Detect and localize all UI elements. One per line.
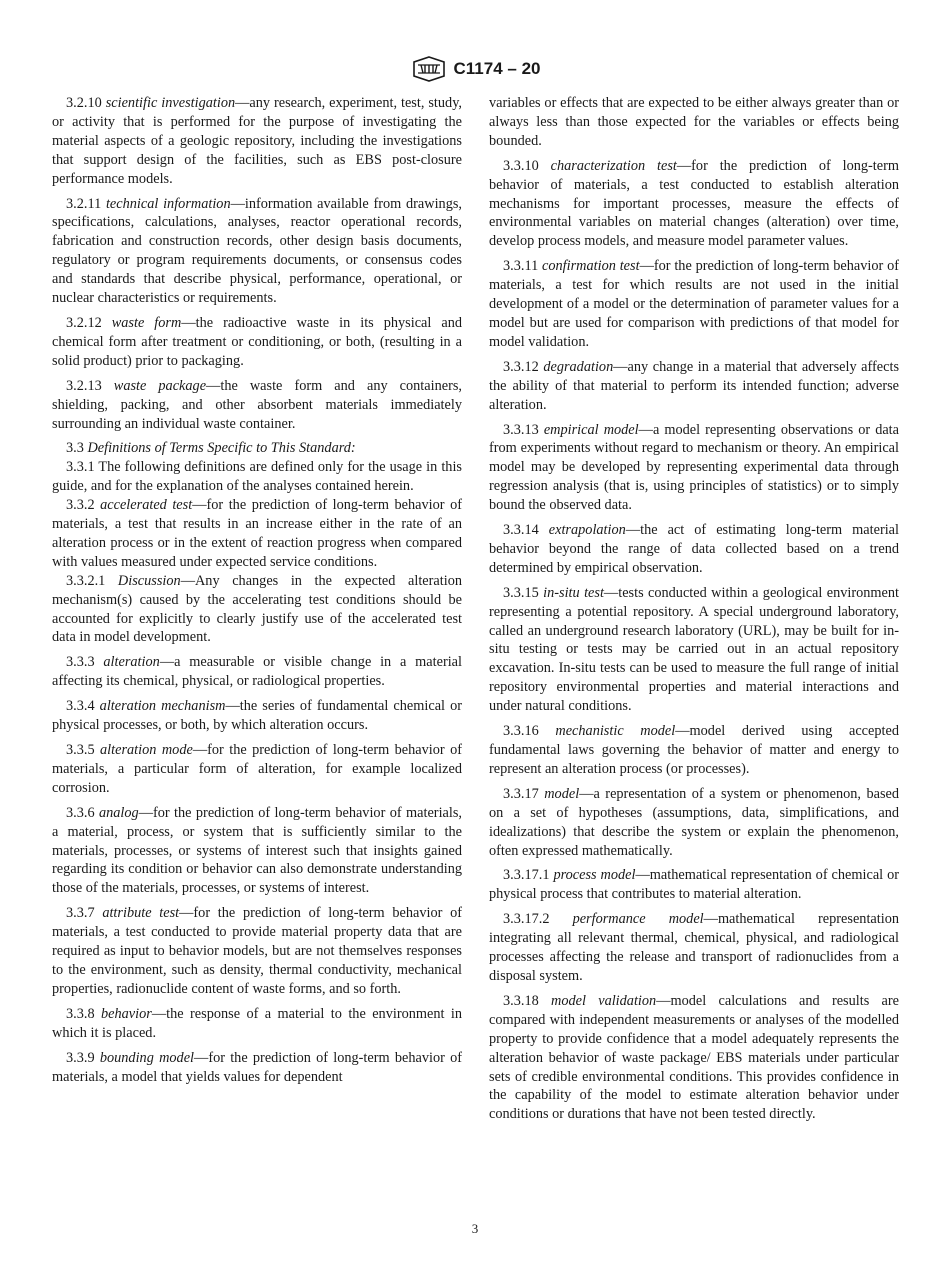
defined-term: scientific investigation [105, 95, 236, 111]
definition-paragraph [52, 496, 462, 572]
definition-paragraph [52, 1005, 462, 1043]
section-number: 3.3.11 [503, 258, 539, 275]
left-column [52, 94, 462, 1092]
astm-logo-icon [410, 56, 448, 82]
defined-term: bounding model [99, 1049, 195, 1066]
document-code: C1174 – 20 [453, 59, 541, 78]
definition-text: The following definitions are defined only for the usage in this guide, and for the explanation of the analyses contained herein. [52, 459, 462, 495]
definition-text: variables or effects that are expected to be either always greater than or always less than those expected for the variables or effects being bounded. [489, 95, 899, 149]
defined-term: waste package [113, 377, 207, 394]
definition-paragraph [489, 910, 899, 986]
definition-text: —mathematical representation of chemical or physical process that contributes to material alteration. [489, 867, 899, 903]
definition-paragraph [52, 94, 462, 189]
defined-term: confirmation test [542, 258, 640, 275]
definition-paragraph [52, 1049, 462, 1087]
section-number: 3.3.4 [66, 698, 95, 715]
section-number: 3.3.15 [503, 584, 539, 601]
section-number: 3.3.13 [503, 421, 539, 438]
section-number: 3.3 [66, 440, 84, 457]
definition-text: —for the prediction of long-term behavior of materials, a material, process, or system that is sufficiently similar to the materials, processes, or systems of interest such that insights gained regarding its condition or behavior can also demonstrate understanding those of the materials, processes, or systems of interest. [52, 804, 462, 897]
defined-term: waste form [111, 314, 182, 331]
definition-text: —the act of estimating long-term material behavior beyond the range of data collected based on a trend determined by empirical observation. [489, 522, 899, 576]
definition-paragraph [52, 804, 462, 899]
definition-paragraph [489, 157, 899, 252]
definition-text: —the waste form and any containers, shielding, packing, and other absorbent materials immediately surrounding an individual waste container. [52, 377, 462, 432]
defined-term: in-situ test [543, 584, 604, 601]
section-number: 3.3.2.1 [66, 572, 106, 589]
definition-paragraph [489, 257, 899, 352]
section-number: 3.3.1 [66, 459, 95, 476]
definition-text: —a model representing observations or data from experiments without regard to mechanism or theory. An empirical model may be developed by representing experimental data through regression analysis (that is, using principles of statistics) or to simply bound the observed data. [489, 421, 900, 514]
definition-paragraph [52, 653, 462, 691]
definition-text: —for the prediction of long-term behavior of materials, a particular form of alteration, for example localized corrosion. [52, 742, 463, 796]
definition-paragraph [489, 94, 899, 151]
page-header [0, 56, 950, 82]
definition-text: —mathematical representation integrating all relevant thermal, chemical, physical, and radiological processes affecting the release and transport of radionuclides from a disposal system. [489, 911, 900, 984]
section-number: 3.3.17.2 [503, 911, 550, 928]
definition-paragraph [489, 584, 899, 716]
section-number: 3.2.13 [66, 377, 102, 394]
definition-text: —any research, experiment, test, study, or activity that is performed for the purpose of investigating the material aspects of a geologic repository, including the investigations that support design of the facilities, such as EBS post-closure performance models. [52, 95, 462, 187]
definition-text: —the response of a material to the environment in which it is placed. [52, 1005, 462, 1041]
defined-term: extrapolation [548, 522, 626, 539]
definition-paragraph [489, 992, 899, 1124]
defined-term: performance model [572, 911, 704, 928]
section-number: 3.3.18 [503, 992, 539, 1009]
definition-text: —the series of fundamental chemical or physical processes, or both, by which alteration occurs. [52, 698, 463, 734]
definition-paragraph [52, 741, 462, 798]
definition-paragraph [489, 785, 899, 861]
defined-term: analog [98, 804, 139, 821]
definition-paragraph [489, 521, 899, 578]
definition-text: —for the prediction of long-term behavior of materials, a test for which results are not used in the initial development of a model or the determination of parameter values for a model but are used for comparison with predictions of that model for model validation. [489, 258, 900, 350]
section-number: 3.3.16 [503, 723, 539, 740]
section-number: 3.3.8 [66, 1005, 95, 1022]
section-number: 3.2.10 [66, 95, 102, 111]
definition-paragraph [52, 458, 462, 496]
section-number: 3.3.9 [66, 1049, 95, 1066]
definition-text: —model derived using accepted fundamental laws governing the behavior of matter and energy to represent an alteration process (or processes). [489, 723, 899, 777]
definition-text: —Any changes in the expected alteration mechanism(s) caused by the accelerating test conditions should be accounted for explicitly to clearly justify use of the accelerated test data in model development. [52, 572, 462, 646]
defined-term: model validation [551, 992, 657, 1009]
defined-term: degradation [543, 358, 614, 375]
section-number: 3.3.7 [66, 905, 95, 922]
definition-text: —a representation of a system or phenomenon, based on a set of hypotheses (assumptions, data, simplifications, and idealizations) that describe the system or explain the phenomenon, often expressed mathematically. [489, 785, 900, 859]
definition-text: —model calculations and results are compared with independent measurements or analyses of the modelled property to provide confidence that a model adequately represents the alteration behavior of waste package/ EBS materials under particular sets of credible environmental conditions. This provides confidence in the capability of the model to estimate alteration behavior under conditions or durations that have not been tested directly. [489, 992, 899, 1123]
definition-text: —information available from drawings, specifications, calculations, analyses, reactor operational records, fabrication and construction records, other design basis documents, regulatory or program requirements documents, or consensus codes and standards that describe physical, performance, operational, or nuclear characteristics or requirements. [52, 195, 462, 307]
defined-term: empirical model [543, 421, 639, 438]
definition-paragraph [489, 866, 899, 904]
definition-paragraph [489, 358, 899, 415]
section-number: 3.3.14 [503, 522, 539, 539]
definition-text: —for the prediction of long-term behavior of materials, a model that yields values for dependent [52, 1049, 462, 1085]
definition-text: —a measurable or visible change in a material affecting its chemical, physical, or radiological properties. [52, 654, 463, 690]
section-number: 3.3.5 [66, 742, 95, 758]
definition-text: —for the prediction of long-term behavior of materials, a test conducted to provide material property data that are required as input to behavior models, but are not themselves responses to the environment, such as density, thermal conductivity, mechanical properties, radionuclide content of waste forms, and so forth. [52, 905, 463, 997]
definition-text: —tests conducted within a geological environment representing a potential repository. A special underground laboratory, called an underground research laboratory (URL), may be built for in-situ testing or tests may be carried out in an actual repository excavation. In-situ tests can be used to measure the full range of initial repository environmental properties and material interactions and under natural conditions. [489, 584, 899, 715]
defined-term: technical information [105, 195, 231, 212]
section-number: 3.3.12 [503, 358, 539, 375]
definition-paragraph [52, 314, 462, 371]
defined-term: characterization test [550, 157, 677, 174]
section-number: 3.3.10 [503, 157, 539, 174]
section-number: 3.3.3 [66, 654, 95, 671]
defined-term: alteration mechanism [99, 698, 226, 715]
right-column [489, 94, 899, 1130]
defined-term: behavior [101, 1005, 152, 1022]
defined-term: alteration [103, 654, 160, 671]
definition-paragraph [52, 697, 462, 735]
defined-term: process model [553, 867, 636, 884]
definition-paragraph [52, 439, 462, 458]
definition-paragraph [52, 572, 462, 648]
defined-term: accelerated test [100, 497, 193, 514]
defined-term: model [544, 785, 580, 802]
section-number: 3.3.2 [66, 497, 95, 514]
definition-paragraph [52, 377, 462, 434]
defined-term: Discussion [117, 572, 181, 589]
definition-text: —for the prediction of long-term behavior of materials, a test that results in an increase either in the rate of an alteration process or in the extent of reaction progress when compared with values measured under expected service conditions. [52, 497, 462, 570]
defined-term: mechanistic model [555, 723, 676, 740]
definition-paragraph [489, 421, 899, 516]
section-number: 3.3.17 [503, 785, 539, 802]
page-number: 3 [471, 1221, 479, 1236]
definition-paragraph [52, 904, 462, 999]
definition-text: —for the prediction of long-term behavior of materials, a test conducted to establish alteration mechanisms for important processes, measure the effects of environmental variables on material changes (alteration) over time, develop process models, and measure model parameter values. [489, 157, 900, 250]
definition-text: —any change in a material that adversely affects the ability of that material to perform its intended function; adverse alteration. [489, 358, 900, 413]
defined-term: alteration mode [100, 742, 193, 758]
defined-term: Definitions of Terms Specific to This Standard: [87, 440, 356, 457]
definition-text: —the radioactive waste in its physical and chemical form after treatment or conditioning, or both, (resulting in a solid product) prior to packaging. [52, 314, 463, 369]
section-number: 3.3.17.1 [503, 867, 550, 884]
defined-term: attribute test [102, 905, 180, 922]
section-number: 3.2.11 [66, 195, 102, 212]
section-number: 3.3.6 [66, 804, 95, 821]
section-number: 3.2.12 [66, 314, 102, 331]
definition-paragraph [489, 722, 899, 779]
definition-paragraph [52, 195, 462, 308]
